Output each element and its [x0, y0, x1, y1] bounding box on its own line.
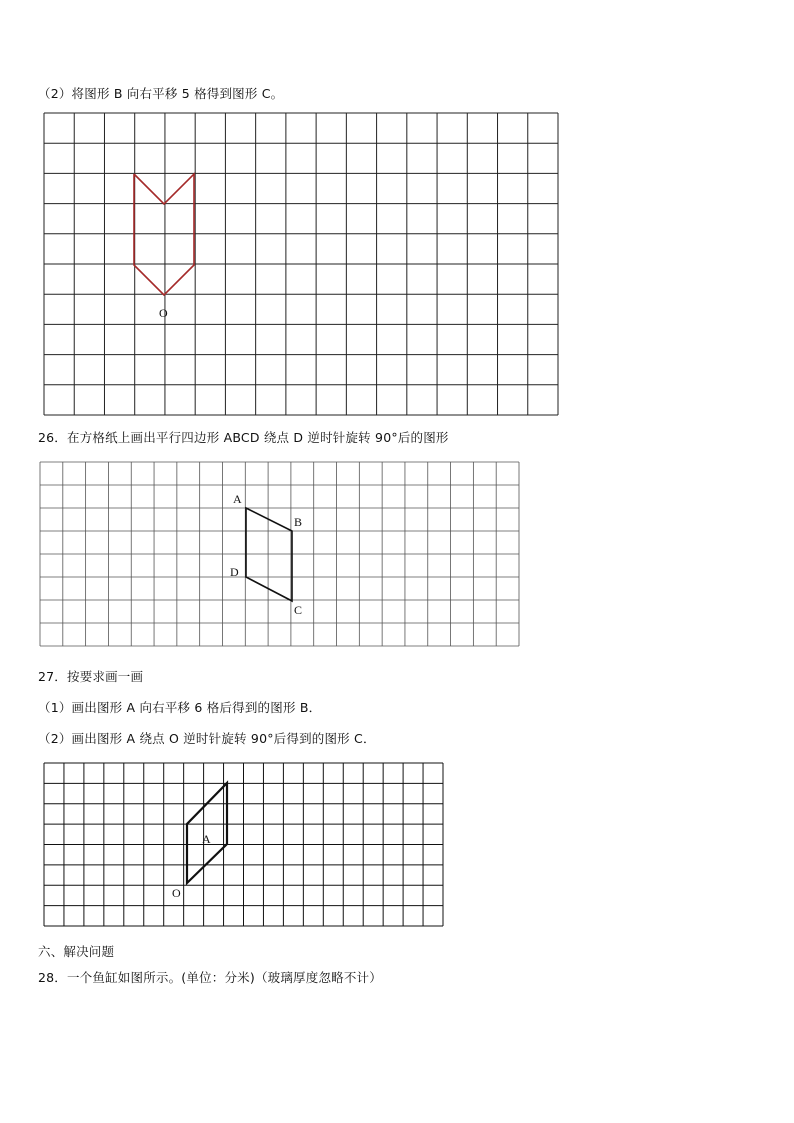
point-b-label: B — [294, 515, 303, 529]
point-o-label-1: O — [159, 306, 168, 320]
point-d-label: D — [230, 565, 239, 579]
grid-figure-3 — [44, 763, 445, 928]
grid-lines-1 — [44, 113, 558, 415]
parallelogram-abcd — [246, 508, 292, 601]
figure-b-shape — [134, 174, 194, 295]
point-o-label-3: O — [172, 886, 181, 900]
section-6-heading: 六、解决问题 — [38, 944, 115, 959]
grid-figure-1 — [44, 113, 560, 417]
q26-text: 26．在方格纸上画出平行四边形 ABCD 绕点 D 逆时针旋转 90°后的图形 — [38, 430, 449, 445]
point-c-label: C — [294, 603, 303, 617]
q25-part2-text: （2）将图形 B 向右平移 5 格得到图形 C。 — [38, 86, 284, 101]
grid-lines-3 — [44, 763, 443, 926]
q28-text: 28．一个鱼缸如图所示。(单位：分米)（玻璃厚度忽略不计） — [38, 970, 382, 985]
grid-lines-2 — [40, 462, 519, 646]
q27-part2-text: （2）画出图形 A 绕点 O 逆时针旋转 90°后得到的图形 C． — [38, 731, 376, 746]
grid-figure-2 — [40, 462, 521, 648]
q27-title: 27．按要求画一画 — [38, 669, 144, 684]
q27-part1-text: （1）画出图形 A 向右平移 6 格后得到的图形 B． — [38, 700, 322, 715]
point-a-label: A — [233, 492, 242, 506]
figure-a-label: A — [202, 832, 211, 846]
